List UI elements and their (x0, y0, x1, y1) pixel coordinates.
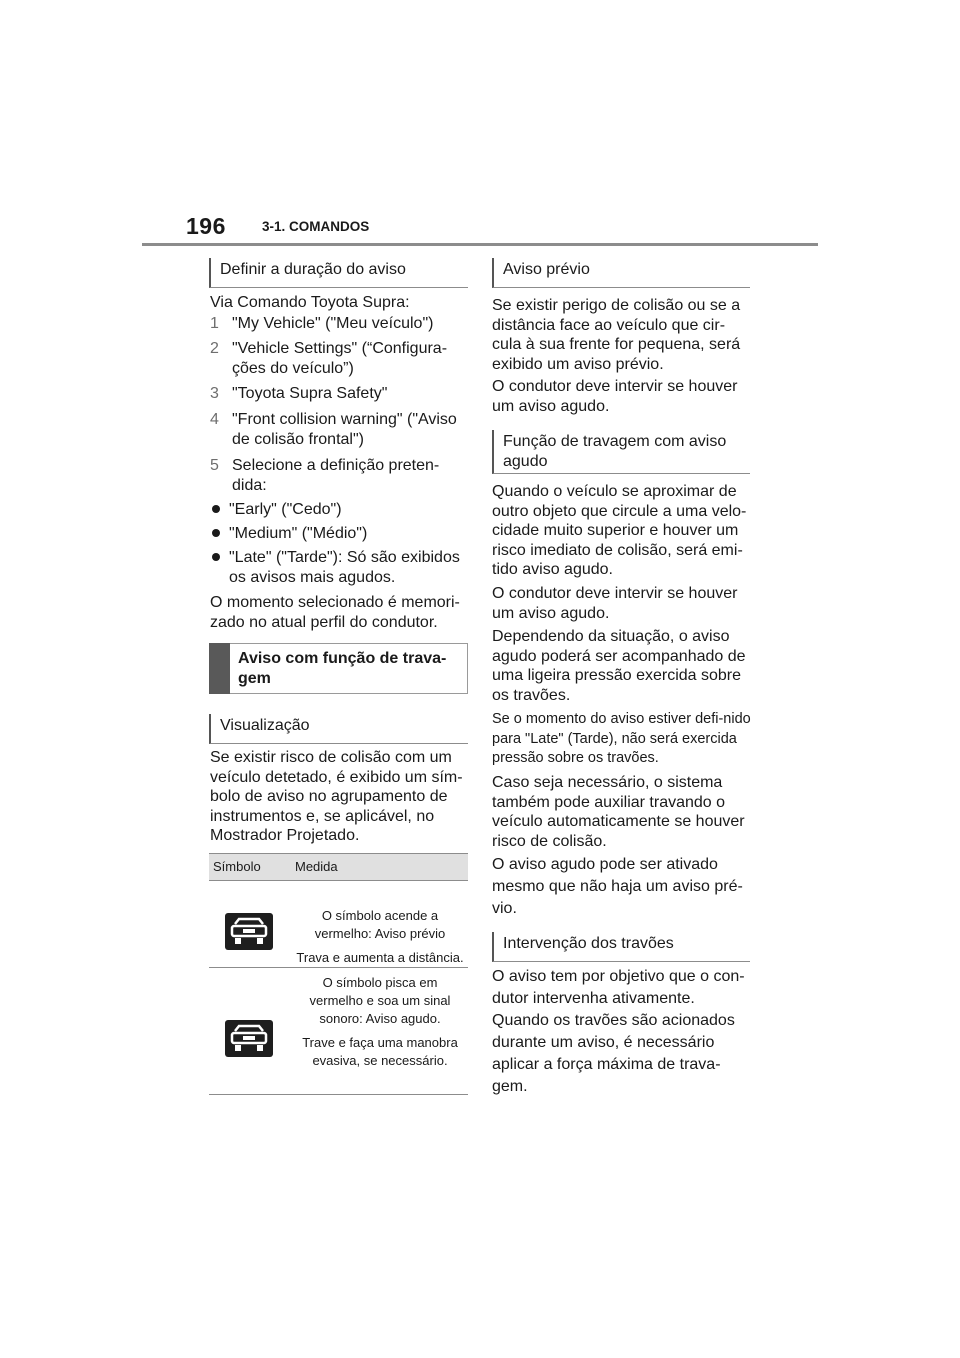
subheading-braking-function: Função de travagem com aviso agudo (492, 430, 750, 474)
bullet-text: "Early" ("Cedo") (229, 501, 342, 518)
table-row (209, 881, 468, 968)
intro-text: Via Comando Toyota Supra: (210, 294, 410, 311)
step-number: 1 (210, 315, 219, 332)
action-description: Trava e aumenta a distância. (296, 950, 464, 965)
step-text: "Front collision warning" ("Aviso de colisão frontal") (232, 411, 457, 448)
step-text: Selecione a definição preten-dida: (232, 457, 440, 494)
step-number: 2 (210, 340, 219, 357)
car-warning-icon (225, 913, 273, 950)
step-text: "My Vehicle" ("Meu veículo") (232, 315, 434, 332)
paragraph: Caso seja necessário, o sistema também pode auxiliar travando o veículo automaticamente se houver risco de colisão. (492, 774, 745, 850)
table-header (209, 853, 468, 881)
step-item (210, 456, 472, 496)
bullet-dot (212, 553, 220, 561)
paragraph: Quando o veículo se aproximar de outro objeto que circule a uma velo-cidade muito superior e houver um risco imediato de colisão, será emi-tido aviso agudo. (492, 483, 747, 578)
column-header-action: Medida (295, 859, 338, 874)
bullet-item (212, 524, 474, 544)
subheading-pre-warning: Aviso prévio (492, 258, 750, 288)
car-warning-icon (225, 1020, 273, 1057)
step-item (210, 314, 472, 334)
table-cell-action (295, 907, 465, 973)
table-row (209, 968, 468, 1095)
symbol-description: O símbolo acende a vermelho: Aviso prévio (314, 908, 446, 941)
bullet-dot (212, 505, 220, 513)
subheading-display: Visualização (209, 714, 468, 744)
paragraph: O condutor deve intervir se houver um aviso agudo. (492, 585, 738, 622)
bullet-item (212, 500, 474, 520)
display-text: Se existir risco de colisão com um veículo detetado, é exibido um sím-bolo de aviso no agrupamento de instrumentos e, se aplicável, no Mostrador Projetado. (210, 749, 463, 844)
bullet-text: "Late" ("Tarde"): Só são exibidos os avisos mais agudos. (229, 549, 460, 586)
table-cell-action (295, 974, 465, 1076)
bullet-dot (212, 529, 220, 537)
subheading-warning-time: Definir a duração do aviso (209, 258, 468, 288)
section-heading-box (209, 643, 468, 694)
heading-bar (209, 643, 230, 694)
paragraph: O aviso tem por objetivo que o con-dutor intervenha ativamente. (492, 968, 745, 1007)
step-item (210, 384, 472, 404)
step-text: "Toyota Supra Safety" (232, 385, 388, 402)
step-number: 4 (210, 411, 219, 428)
paragraph: Se existir perigo de colisão ou se a distância face ao veículo que cir-cula à sua frente for pequena, será exibido um aviso prévio. (492, 297, 741, 373)
column-header-symbol: Símbolo (213, 859, 261, 874)
header-rule (142, 243, 818, 246)
bullet-text: "Medium" ("Médio") (229, 525, 368, 542)
step-item (210, 410, 472, 450)
memory-note: O momento selecionado é memori-zado no atual perfil do condutor. (210, 594, 460, 631)
symbol-description: O símbolo pisca em vermelho e soa um sinal sonoro: Aviso agudo. (309, 975, 451, 1026)
section-heading: Aviso com função de trava-gem (238, 650, 447, 687)
subheading-brake-intervention: Intervenção dos travões (492, 932, 750, 962)
step-number: 5 (210, 457, 219, 474)
action-description: Trave e faça uma manobra evasiva, se necessário. (302, 1035, 458, 1068)
paragraph: Dependendo da situação, o aviso agudo poderá ser acompanhado de uma ligeira pressão exercida sobre os travões. (492, 628, 746, 704)
step-item (210, 339, 472, 379)
paragraph: O aviso agudo pode ser ativado mesmo que não haja um aviso pré-vio. (492, 856, 743, 917)
bullet-item (212, 548, 474, 588)
paragraph: Se o momento do aviso estiver defi-nido para "Late" (Tarde), não será exercida pressão sobre os travões. (492, 711, 751, 766)
symbol-table (209, 853, 468, 1095)
paragraph: O condutor deve intervir se houver um aviso agudo. (492, 378, 738, 415)
section-title: 3-1. COMANDOS (262, 219, 370, 234)
step-number: 3 (210, 385, 219, 402)
paragraph: Quando os travões são acionados durante um aviso, é necessário aplicar a força máxima de trava-gem. (492, 1012, 735, 1095)
step-text: "Vehicle Settings" (“Configura-ções do veículo”) (232, 340, 448, 377)
page-number: 196 (186, 213, 226, 239)
